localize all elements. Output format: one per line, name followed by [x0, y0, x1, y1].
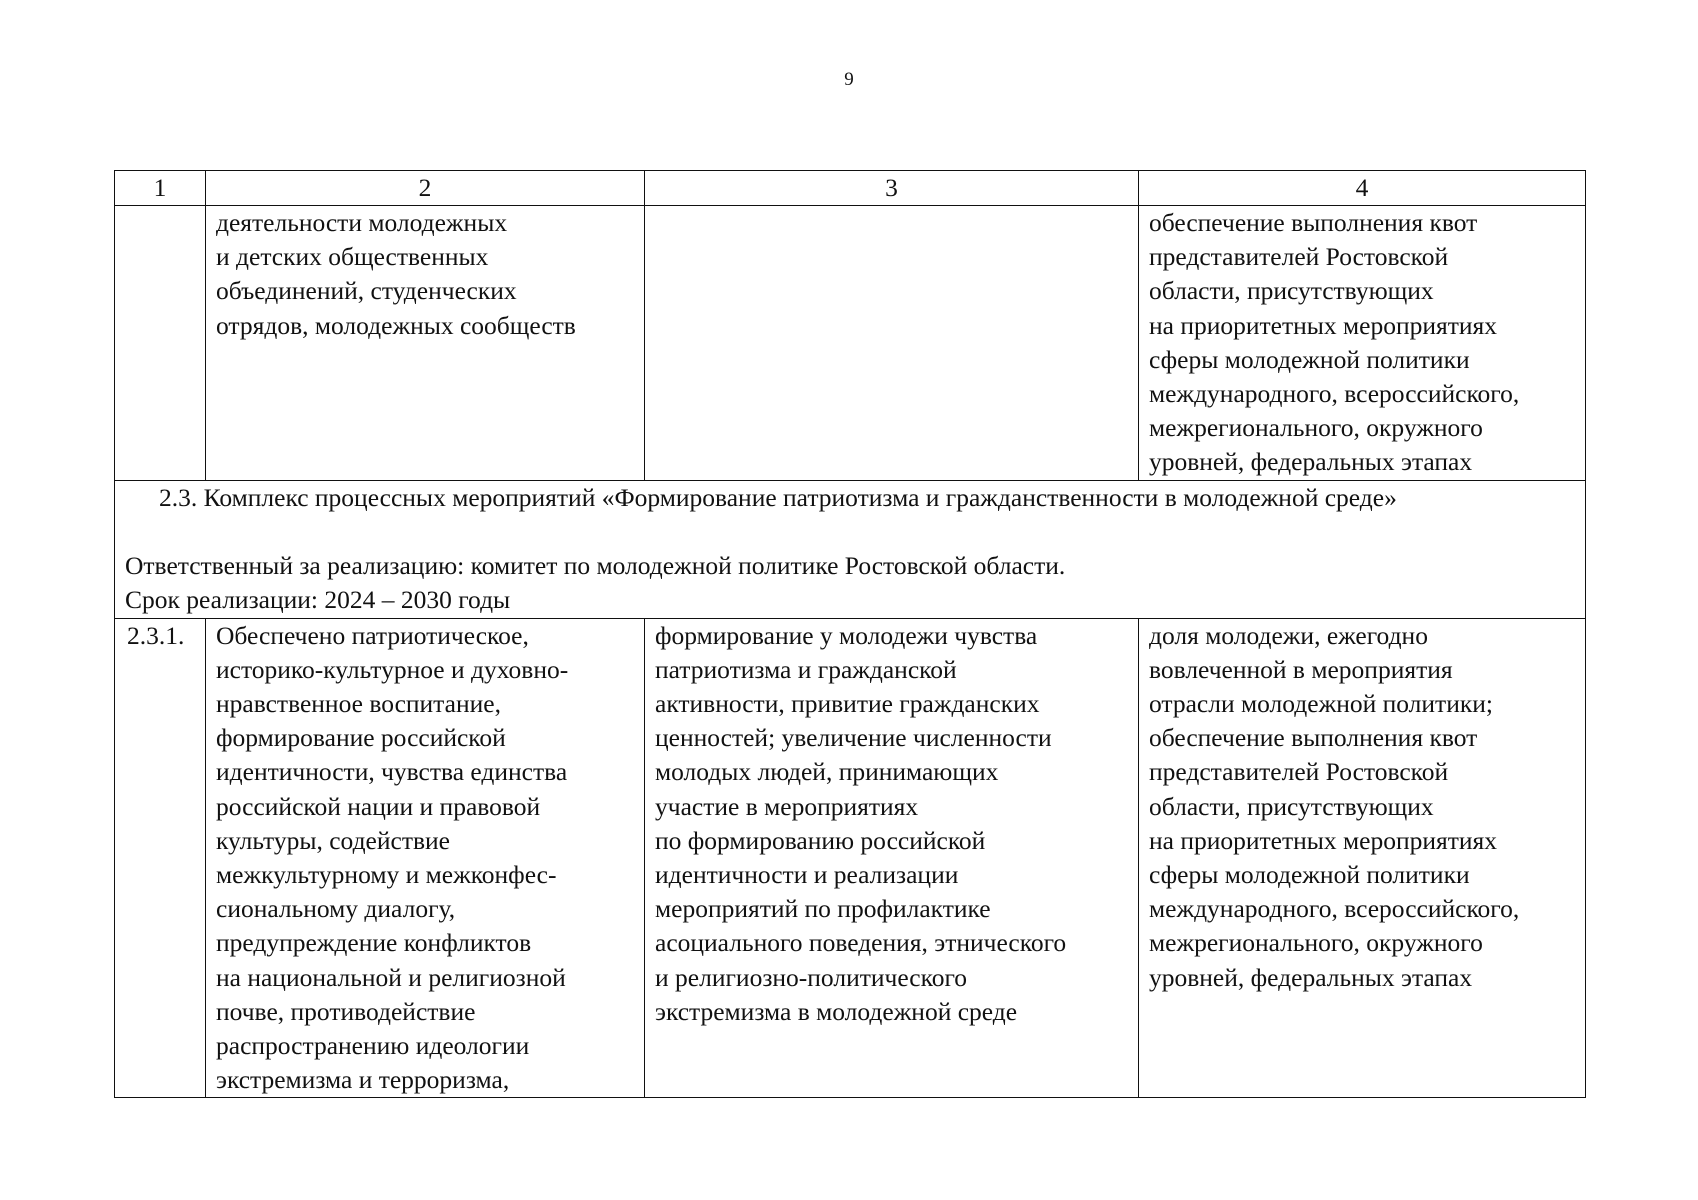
cell-text-line: культуры, содействие	[216, 825, 450, 855]
cell-text-line: межкультурному и межконфес-	[216, 860, 557, 890]
row-number-cell	[115, 206, 206, 481]
cell-text-line: нравственное воспитание,	[216, 689, 501, 719]
cell-text-line: области, присутствующих	[1149, 791, 1434, 821]
cell-text-line: деятельности молодежных	[216, 208, 508, 237]
cell-text-line: отрасли молодежной политики;	[1149, 689, 1493, 719]
cell-text-line: патриотизма и гражданской	[655, 654, 957, 684]
cell-text-line: межрегионального, окружного	[1149, 928, 1483, 958]
cell-text-line: историко-культурное и духовно-	[216, 654, 569, 684]
section-title: 2.3. Комплекс процессных мероприятий «Формирование патриотизма и гражданственности в молодежной среде»	[159, 482, 1397, 512]
cell-text-line: на приоритетных мероприятиях	[1149, 310, 1498, 340]
section-header-cell	[115, 480, 1586, 618]
cell-text-line: мероприятий по профилактике	[655, 894, 991, 924]
expected-result-cell	[645, 618, 1139, 1098]
cell-text-line: Обеспечено патриотическое,	[216, 620, 529, 650]
cell-text-line: отрядов, молодежных сообществ	[216, 310, 576, 340]
table-header-row	[115, 171, 1586, 206]
cell-text-line: сферы молодежной политики	[1149, 860, 1470, 890]
cell-text-line: предупреждение конфликтов	[216, 928, 532, 958]
event-description-cell	[206, 618, 645, 1098]
cell-text-line: представителей Ростовской	[1149, 242, 1449, 272]
cell-text-line: сиональному диалогу,	[216, 894, 456, 924]
cell-text-line: уровней, федеральных этапах	[1149, 447, 1473, 477]
cell-text-line: межрегионального, окружного	[1149, 413, 1483, 443]
cell-text-line: идентичности и реализации	[655, 860, 959, 890]
table-row	[115, 206, 1586, 481]
cell-text-line: объединений, студенческих	[216, 276, 517, 306]
cell-text-line: экстремизма и терроризма,	[216, 1065, 510, 1095]
cell-text-line: вовлеченной в мероприятия	[1149, 654, 1453, 684]
page-number: 9	[844, 69, 854, 90]
expected-result-cell	[645, 206, 1139, 481]
cell-text-line: молодых людей, принимающих	[655, 757, 999, 787]
cell-text-line: обеспечение выполнения квот	[1149, 208, 1478, 237]
cell-text-line: распространению идеологии	[216, 1031, 530, 1061]
cell-text-line: международного, всероссийского,	[1149, 379, 1520, 409]
table-row	[115, 618, 1586, 1098]
section-term: Срок реализации: 2024 – 2030 годы	[125, 585, 511, 615]
cell-text-line: и религиозно-политического	[655, 962, 968, 992]
cell-text-line: идентичности, чувства единства	[216, 757, 568, 787]
cell-text-line: экстремизма в молодежной среде	[655, 996, 1018, 1026]
cell-text-line: и детских общественных	[216, 242, 489, 272]
cell-text-line: доля молодежи, ежегодно	[1149, 620, 1428, 650]
cell-text-line: асоциального поведения, этнического	[655, 928, 1067, 958]
row-number-cell: 2.3.1.	[115, 618, 206, 1098]
cell-text-line: международного, всероссийского,	[1149, 894, 1520, 924]
cell-text-line: по формированию российской	[655, 825, 986, 855]
cell-text-line: на приоритетных мероприятиях	[1149, 825, 1498, 855]
cell-text-line: области, присутствующих	[1149, 276, 1434, 306]
section-spacer	[125, 515, 1577, 549]
activities-table	[114, 170, 1586, 1098]
cell-text-line: активности, привитие гражданских	[655, 689, 1040, 719]
indicator-link-cell	[1139, 206, 1586, 481]
column-header: 4	[1139, 171, 1586, 206]
section-header-row	[115, 480, 1586, 618]
cell-text-line: почве, противодействие	[216, 996, 476, 1026]
cell-text-line: формирование у молодежи чувства	[655, 620, 1038, 650]
cell-text-line: формирование российской	[216, 723, 506, 753]
cell-text-line: участие в мероприятиях	[655, 791, 919, 821]
cell-text-line: уровней, федеральных этапах	[1149, 962, 1473, 992]
column-header: 3	[645, 171, 1139, 206]
cell-text-line: ценностей; увеличение численности	[655, 723, 1052, 753]
section-responsible: Ответственный за реализацию: комитет по молодежной политике Ростовской области.	[125, 550, 1066, 580]
cell-text-line: сферы молодежной политики	[1149, 344, 1470, 374]
column-header: 2	[206, 171, 645, 206]
event-description-cell	[206, 206, 645, 481]
cell-text-line: на национальной и религиозной	[216, 962, 566, 992]
column-header: 1	[115, 171, 206, 206]
cell-text-line: российской нации и правовой	[216, 791, 541, 821]
cell-text-line: обеспечение выполнения квот	[1149, 723, 1478, 753]
cell-text-line: представителей Ростовской	[1149, 757, 1449, 787]
indicator-link-cell	[1139, 618, 1586, 1098]
